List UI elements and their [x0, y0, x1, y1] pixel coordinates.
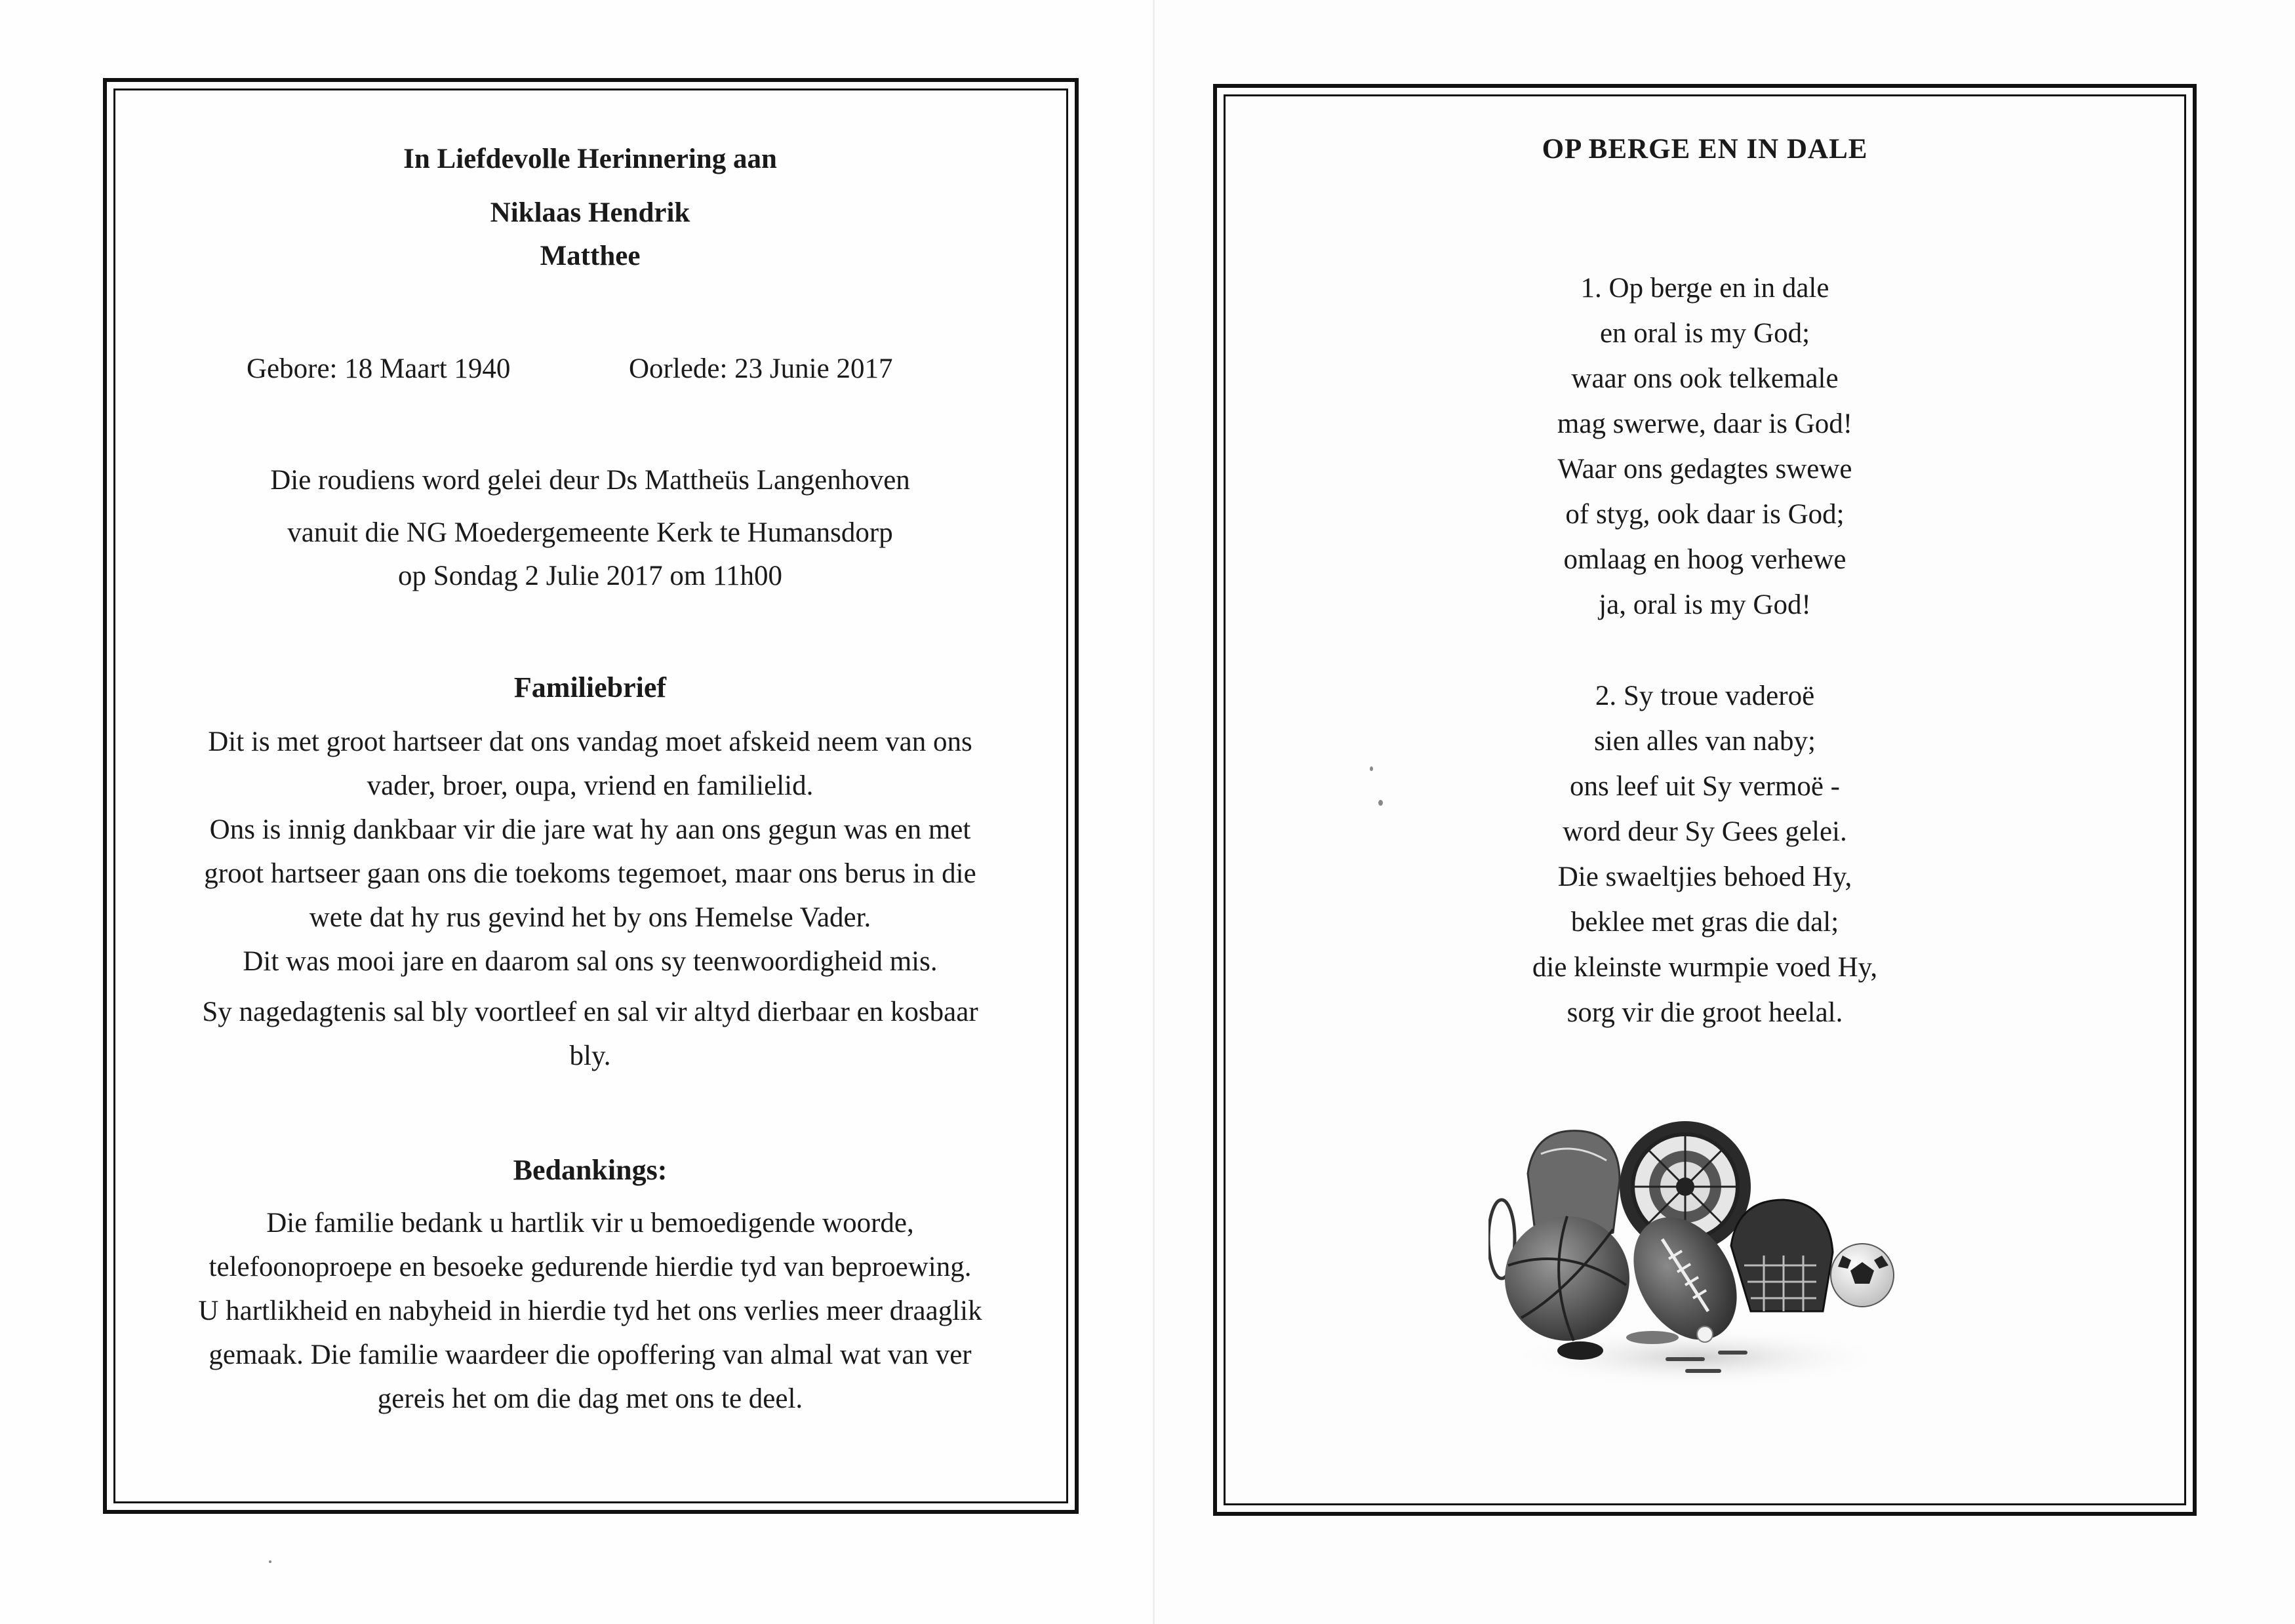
family-letter-body	[125, 720, 1056, 1078]
family-letter-title: Familiebrief	[513, 671, 667, 703]
service-details	[125, 459, 1056, 598]
service-line: op Sondag 2 Julie 2017 om 11h00	[397, 561, 783, 591]
verse-line: of styg, ook daar is God;	[1565, 499, 1845, 530]
verse-line: Die swaeltjies behoed Hy,	[1557, 862, 1852, 892]
verse-line: beklee met gras die dal;	[1570, 907, 1839, 938]
letter-line: Sy nagedagtenis sal bly voortleef en sal vir altyd dierbaar en kosbaar	[202, 997, 978, 1027]
birth-date: Gebore: 18 Maart 1940	[247, 353, 511, 384]
memorial-heading	[125, 138, 1056, 278]
scan-speck	[1378, 800, 1383, 806]
thanks-line: gemaak. Die familie waardeer die opoffering van almal wat van ver	[209, 1339, 972, 1370]
thanks-line: U hartlikheid en nabyheid in hierdie tyd het ons verlies meer draaglik	[198, 1296, 982, 1326]
verse-line: waar ons ook telkemale	[1571, 363, 1839, 394]
verse-line: 2. Sy troue vaderoë	[1595, 681, 1815, 711]
letter-line: Dit was mooi jare en daarom sal ons sy teenwoordigheid mis.	[243, 946, 938, 977]
thanks-title: Bedankings:	[513, 1154, 668, 1186]
thanks-line: Die familie bedank u hartlik vir u bemoedigende woorde,	[266, 1208, 914, 1238]
letter-line: Ons is innig dankbaar vir die jare wat hy aan ons gegun was en met	[209, 814, 971, 845]
letter-line: vader, broer, oupa, vriend en familielid.	[367, 770, 814, 801]
verse-line: sien alles van naby;	[1594, 726, 1816, 757]
scan-speck	[269, 1560, 271, 1563]
verse-line: mag swerwe, daar is God!	[1557, 408, 1853, 439]
deceased-surname: Matthee	[540, 241, 641, 271]
verse-line: 1. Op berge en in dale	[1580, 273, 1829, 304]
letter-line: Dit is met groot hartseer dat ons vandag moet afskeid neem van ons	[208, 726, 972, 757]
service-line: vanuit die NG Moedergemeente Kerk te Humansdorp	[287, 517, 893, 548]
hymn-verse-2	[1233, 673, 2177, 1035]
verse-line: ons leef uit Sy vermoë -	[1570, 771, 1840, 802]
verse-line: omlaag en hoog verhewe	[1563, 544, 1846, 575]
thanks-body	[125, 1201, 1056, 1421]
hymn-verse-1	[1233, 266, 2177, 627]
verse-line: die kleinste wurmpie voed Hy,	[1532, 952, 1878, 983]
verse-line: Waar ons gedagtes swewe	[1557, 454, 1852, 485]
verse-line: word deur Sy Gees gelei.	[1563, 816, 1847, 847]
thanks-line: telefoonoproepe en besoeke gedurende hierdie tyd van beproewing.	[209, 1252, 972, 1282]
heading-line: In Liefdevolle Herinnering aan	[403, 144, 777, 174]
service-line: Die roudiens word gelei deur Ds Mattheüs Langenhoven	[270, 465, 910, 496]
verse-line: sorg vir die groot heelal.	[1567, 997, 1843, 1028]
verse-line: ja, oral is my God!	[1599, 589, 1811, 620]
hymn-title: OP BERGE EN IN DALE	[1542, 134, 1868, 165]
verse-line: en oral is my God;	[1599, 318, 1810, 349]
letter-line: groot hartseer gaan ons die toekoms tegemoet, maar ons berus in die	[204, 858, 976, 889]
deceased-first-names: Niklaas Hendrik	[490, 197, 690, 228]
thanks-line: gereis het om die dag met ons te deel.	[377, 1383, 803, 1414]
scan-speck	[1370, 766, 1373, 771]
letter-line: bly.	[569, 1040, 611, 1071]
page-fold	[1153, 0, 1155, 1624]
letter-line: wete dat hy rus gevind het by ons Hemelse Vader.	[309, 902, 871, 933]
death-date: Oorlede: 23 Junie 2017	[629, 353, 893, 384]
sports-equipment-icon	[1488, 1115, 1895, 1390]
